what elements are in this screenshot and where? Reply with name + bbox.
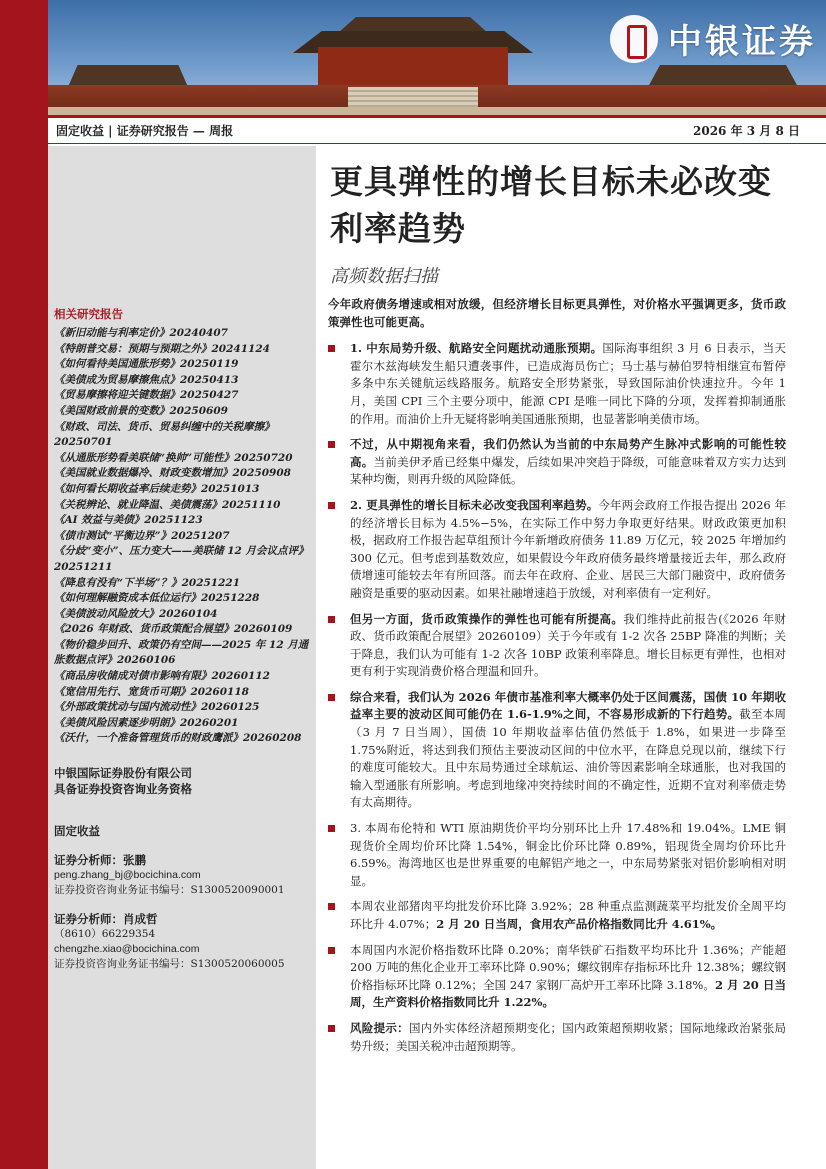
- list-item[interactable]: 《如何看待美国通胀形势》20250119: [54, 358, 239, 371]
- bullet-point: [328, 1020, 786, 1055]
- analyst-block: [54, 912, 312, 972]
- list-item[interactable]: 《美国财政前景的变数》20250609: [54, 404, 228, 417]
- report-category: 固定收益 | 证券研究报告 — 周报: [56, 124, 234, 138]
- related-reports-list: [54, 326, 312, 747]
- list-item[interactable]: 《美国就业数据爆冷、财政变数增加》20250908: [54, 467, 291, 480]
- list-item[interactable]: 《从通胀形势看美联储“换帅”可能性》20250720: [54, 451, 293, 464]
- bullet-text: 当前美伊矛盾已经集中爆发，后续如果冲突趋于降级，可能意味着双方实力达到某种均衡，则再升级的风险降低。: [350, 454, 787, 487]
- report-subtitle: 高频数据扫描: [330, 266, 438, 287]
- brand-logo: [610, 14, 816, 63]
- banner-upper-roof: [338, 17, 488, 33]
- bullet-text: 今年两会政府工作报告提出 2026 年的经济增长目标为 4.5%−5%，在实际工作中努力争取更好结果。财政政策更加积极，据政府工作报告起草组预计今年新增政府债务 11.89 万亿元，较 2025 年增加约 300 亿元。但考虑到基数效应，如果假设今年政府债务最终增量接近去年，那么政府债增速可能较去年有所回落。而去年在政府、企业、居民三大部门融资中，政府债务融资是重要的驱动因素。如果社融增速趋于放缓，对利率债有一定利好。: [350, 497, 786, 600]
- report-header: [48, 118, 826, 144]
- banner-side-roof: [648, 65, 798, 87]
- bullet-text: 本周国内水泥价格指数环比降 0.20%；南华铁矿石指数平均环比升 1.36%；产能超 200 万吨的焦化企业开工率环比降 0.90%；螺纹钢库存指标环比升 12.38%；螺纹钢价格指标环比降 0.12%；全国 247 家钢厂高炉开工率环比降 3.18%。: [350, 942, 786, 992]
- bullet-bold: 2. 更具弹性的增长目标未必改变我国利率趋势。: [350, 497, 599, 512]
- bullet-point: [328, 497, 786, 603]
- analyst-cert: 证券投资咨询业务证书编号：S1300520090001: [54, 884, 285, 897]
- bullet-bold-tail: 2 月 20 日当周，生产资料价格指数同比升 1.22%。: [350, 977, 786, 1010]
- bullet-point: [328, 689, 786, 812]
- bullet-point: [328, 436, 786, 489]
- bullet-square-icon: [328, 502, 335, 509]
- list-item[interactable]: 《商品房收储成对债市影响有限》20260112: [54, 670, 270, 683]
- company-info: [54, 765, 312, 797]
- list-item[interactable]: 《新旧动能与利率定价》20240407: [54, 327, 228, 339]
- bullet-text: 截至本周（3 月 7 日当周），国债 10 年期收益率估值仍然低于 1.8%，如果进一步降至 1.75%附近，将达到我们预估主要波动区间的中位水平，在降息兑现以前，继续下行的难度可能较大。且中东局势通过全球航运、油价等因素影响全球通胀，也对我国的输入型通胀有所影响。考虑到地缘冲突持续时间的不确定性，近期不宜对利率债走势有太高期待。: [350, 707, 787, 810]
- bullet-square-icon: [328, 616, 335, 623]
- list-item[interactable]: 《宽信用先行、宽货币可期》20260118: [54, 685, 249, 698]
- list-item[interactable]: 《美债波动风险放大》20260104: [54, 607, 218, 620]
- boc-logo-icon: [610, 15, 658, 63]
- bullet-bold: 不过，从中期视角来看，我们仍然认为当前的中东局势产生脉冲式影响的可能性较高。: [350, 437, 786, 469]
- analyst-cert: 证券投资咨询业务证书编号：S1300520060005: [54, 958, 285, 971]
- bullet-square-icon: [328, 903, 335, 910]
- bullet-point: [328, 898, 786, 933]
- bullet-bold: 综合来看，我们认为 2026 年债市基准利率大概率仍处于区间震荡，国债 10 年期收益率主要的波动区间可能仍在 1.6-1.9%之间，不容易形成新的下行趋势。: [350, 689, 786, 722]
- list-item[interactable]: 《AI 效益与美债》20251123: [54, 514, 203, 527]
- bullet-bold: 但另一方面，货币政策操作的弹性也可能有所提高。: [350, 611, 624, 626]
- bullet-square-icon: [328, 694, 335, 701]
- list-item[interactable]: 《美债风险因素逐步明朗》20260201: [54, 716, 239, 729]
- banner-ground: [48, 107, 826, 115]
- left-red-bar: [0, 0, 48, 1169]
- bullet-bold-tail: 2 月 20 日当周，食用农产品价格指数同比升 4.61%。: [436, 917, 723, 931]
- analyst-phone: （8610）66229354: [54, 928, 156, 941]
- company-qualification: 具备证券投资咨询业务资格: [54, 782, 192, 797]
- bullet-text: 本周农业部猪肉平均批发价环比降 3.92%；28 种重点监测蔬菜平均批发价全周平均环比升 4.07%；: [350, 899, 786, 931]
- bullet-bold: 1. 中东局势升级、航路安全问题扰动通胀预期。: [350, 341, 603, 356]
- related-reports-heading: 相关研究报告: [54, 307, 123, 321]
- list-item[interactable]: 《财政、司法、货币、贸易纠缠中的关税摩擦》20250701: [54, 420, 275, 449]
- banner-side-roof: [68, 65, 188, 87]
- list-item[interactable]: 《物价稳步回升、政策仍有空间——2025 年 12 月通胀数据点评》20260106: [54, 638, 309, 667]
- list-item[interactable]: 《分歧“变小”、压力变大——美联储 12 月会议点评》20251211: [54, 545, 309, 573]
- analyst-name: 证券分析师：肖成哲: [54, 912, 158, 927]
- bullet-point: [328, 340, 786, 428]
- list-item[interactable]: 《如何看长期收益率后续走势》20251013: [54, 482, 260, 495]
- main-content: [328, 296, 786, 1063]
- analyst-email[interactable]: chengzhe.xiao@bocichina.com: [54, 943, 200, 956]
- bullet-square-icon: [328, 345, 335, 352]
- sidebar: [54, 306, 312, 972]
- company-name: 中银国际证券股份有限公司: [54, 766, 192, 781]
- list-item[interactable]: 《2026 年财政、货币政策配合展望》20260109: [54, 623, 293, 636]
- analyst-block: [54, 853, 312, 898]
- bullet-text: 国内外实体经济超预期变化；国内政策超预期收紧；国际地缘政治紧张局势升级；美国关税冲击超预期等。: [350, 1020, 787, 1053]
- banner-stairs: [348, 87, 478, 107]
- section-label: 固定收益: [54, 824, 100, 839]
- lead-summary: 今年政府债务增速或相对放缓，但经济增长目标更具弹性，对价格水平强调更多，货币政策弹性也可能更高。: [328, 297, 786, 329]
- list-item[interactable]: 《贸易摩擦将迎关键数据》20250427: [54, 389, 239, 402]
- list-item[interactable]: 《关税辨论、就业降温、美债震荡》20251110: [54, 498, 281, 511]
- list-item[interactable]: 《如何理解融资成本低位运行》20251228: [54, 592, 260, 605]
- bullet-square-icon: [328, 1025, 335, 1032]
- banner-hall: [318, 47, 508, 87]
- list-item[interactable]: 《特朗普交易：预期与预期之外》20241124: [54, 342, 270, 355]
- list-item[interactable]: 《美债成为贸易摩擦焦点》20250413: [54, 373, 239, 386]
- bullet-text: 国际海事组织 3 月 6 日表示，当天霍尔木兹海峡发生船只遭袭事件，已造成海员伤亡；马士基与赫伯罗特相继宣布暂停多条中东关键航运线路服务。航路安全形势紧张，导致国际油价快速拉升。今年 1 月，美国 CPI 三个主要分项中，能源 CPI 是唯一同比下降的分项，发挥着抑制通胀的作用。而油价上升无疑将影响美国通胀预期，也显著影响美债市场。: [350, 341, 786, 426]
- bullet-square-icon: [328, 825, 335, 832]
- bullet-point: [328, 820, 786, 890]
- report-date: 2026 年 3 月 8 日: [693, 124, 800, 138]
- list-item[interactable]: 《降息有没有“下半场”？》20251221: [54, 576, 241, 589]
- bullet-square-icon: [328, 441, 335, 448]
- list-item[interactable]: 《沃什，一个准备管理货币的财政鹰派》20260208: [54, 732, 302, 745]
- bullet-point: [328, 942, 786, 1012]
- header-banner-image: [48, 0, 826, 115]
- bullet-text: 3. 本周布伦特和 WTI 原油期货价平均分别环比上升 17.48%和 19.04%。LME 铜现货价全周均价环比降 1.54%，铜金比价环比降 0.89%，铝现货全周均价环比升 6.59%。海湾地区也是世界重要的电解铝产地之一，中东局势紧张对铝价影响相对明显。: [350, 821, 786, 888]
- analyst-email[interactable]: peng.zhang_bj@bocichina.com: [54, 869, 201, 882]
- bullet-point: [328, 611, 786, 681]
- bullet-text: 我们维持此前报告(《2026 年财政、货币政策配合展望》20260109）关于今年或有 1-2 次各 25BP 降准的判断；关于降息，我们认为可能有 1-2 次各 10BP 政策利率降息。增长目标更有弹性，也相对更有利于实现消费价格合理温和回升。: [350, 611, 786, 679]
- report-title: 更具弹性的增长目标未必改变利率趋势: [330, 162, 772, 248]
- list-item[interactable]: 《债市测试“平衡边界”》20251207: [54, 529, 230, 542]
- list-item[interactable]: 《外部政策扰动与国内流动性》20260125: [54, 701, 260, 714]
- brand-name: 中银证券: [668, 22, 816, 62]
- bullet-square-icon: [328, 947, 335, 954]
- analyst-name: 证券分析师：张鹏: [54, 853, 146, 868]
- bullet-bold: 风险提示：: [350, 1020, 409, 1035]
